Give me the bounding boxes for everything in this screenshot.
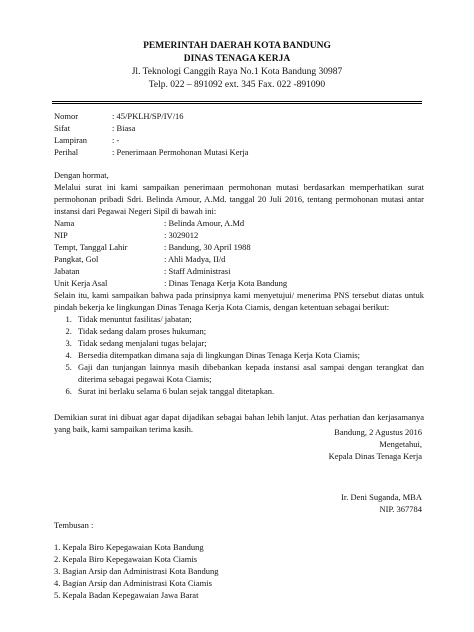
field-value: : Ahli Madya, II/d: [164, 254, 226, 264]
header-divider: [52, 101, 422, 102]
letter-meta: [54, 110, 248, 158]
requirement-item: 5. Gaji dan tunjangan lainnya masih dibebankan kepada instansi asal sampai dengan terangkat dan diterima sebagai pegawai Kota Ciamis;: [74, 361, 424, 385]
meta-label: Lampiran: [54, 135, 88, 145]
field-row: [54, 229, 424, 241]
meta-row-attachment: [54, 134, 248, 146]
requirement-item: 1. Tidak menuntut fasilitas/ jabatan;: [74, 313, 424, 325]
cc-item: 2. Kepala Biro Kepegawaian Kota Ciamis: [54, 554, 198, 564]
header-divider-thin: [52, 103, 422, 104]
field-value: : Bandung, 30 April 1988: [164, 242, 251, 252]
signer-nip: NIP. 367784: [379, 504, 422, 514]
field-row: [54, 241, 424, 253]
field-row: [54, 253, 424, 265]
cc-item: 1. Kepala Biro Kepegawaian Kota Bandung: [54, 542, 204, 552]
field-label: Tempt, Tanggal Lahir: [54, 242, 128, 252]
requirements-list: [54, 313, 424, 397]
cc-title: Tembusan :: [54, 520, 94, 530]
field-value: : Dinas Tenaga Kerja Kota Bandung: [164, 278, 288, 288]
meta-value: : -: [112, 135, 120, 145]
meta-row-nature: [54, 122, 248, 134]
closing-paragraph: Demikian surat ini dibuat agar dapat dijadikan sebagai bahan lebih lanjut. Atas perhatian dan kerjasamanya yang baik, kami sampaikan terima kasih.: [54, 412, 424, 434]
salutation: Dengan hormat,: [54, 170, 109, 180]
meta-row-subject: [54, 146, 248, 158]
letterhead-department: DINAS TENAGA KERJA: [183, 54, 291, 64]
cc-item: 4. Bagian Arsip dan Administrasi Kota Ciamis: [54, 578, 212, 588]
field-value: : Belinda Amour, A.Md: [164, 218, 245, 228]
meta-value: : 45/PKLH/SP/IV/16: [112, 111, 184, 121]
signer-position: Kepala Dinas Tenaga Kerja: [328, 451, 422, 461]
cc-item: 3. Bagian Arsip dan Administrasi Kota Bandung: [54, 566, 219, 576]
meta-value: : Biasa: [112, 123, 136, 133]
intro-paragraph: Melalui surat ini kami sampaikan penerimaan permohonan mutasi berdasarkan memperhatikan surat permohonan pribadi Sdri. Belinda Amour, A.Md. tanggal 20 Juli 2016, tentang permohonan mutasi antar instansi dari Pegawai Negeri Sipil di bawah ini:: [54, 182, 424, 216]
meta-value: : Penerimaan Permohonan Mutasi Kerja: [112, 147, 249, 157]
requirement-item: 2. Tidak sedang dalam proses hukuman;: [74, 325, 424, 337]
field-row: [54, 265, 424, 277]
field-value: : 3029012: [164, 230, 199, 240]
field-label: Unit Kerja Asal: [54, 278, 108, 288]
cc-item: 5. Kepala Badan Kepegawaian Jawa Barat: [54, 590, 199, 600]
signature-space: [329, 462, 422, 491]
signer-name: Ir. Deni Suganda, MBA: [341, 492, 422, 502]
place-date: Bandung, 2 Agustus 2016: [334, 427, 422, 437]
acknowledged-label: Mengetahui,: [379, 439, 422, 449]
letterhead-address: Jl. Teknologi Canggih Raya No.1 Kota Bandung 30987: [131, 67, 343, 77]
signature-block: [329, 426, 422, 515]
field-label: Pangkat, Gol: [54, 254, 99, 264]
letter-body: [54, 169, 424, 435]
field-row: [54, 277, 424, 289]
requirement-item: 4. Bersedia ditempatkan dimana saja di lingkungan Dinas Tenaga Kerja Kota Ciamis;: [74, 349, 424, 361]
requirement-item: 3. Tidak sedang menjalani tugas belajar;: [74, 337, 424, 349]
requirement-item: 6. Surat ini berlaku selama 6 bulan sejak tanggal ditetapkan.: [74, 385, 424, 397]
meta-label: Nomor: [54, 111, 79, 121]
meta-row-number: [54, 110, 248, 122]
employee-fields: [54, 217, 424, 289]
letterhead: [0, 40, 474, 91]
field-row: [54, 217, 424, 229]
field-label: Jabatan: [54, 266, 80, 276]
field-label: NIP: [54, 230, 68, 240]
approval-paragraph: Selain itu, kami sampaikan bahwa pada prinsipnya kami menyetujui/ menerima PNS tersebut diatas untuk pindah bekerja ke lingkungan Dinas Tenaga Kerja Kota Ciamis, dengan ketentuan sebagai berikut:: [54, 290, 424, 312]
meta-label: Perihal: [54, 147, 79, 157]
letterhead-contact: Telp. 022 – 891092 ext. 345 Fax. 022 -891090: [148, 79, 326, 90]
cc-block: [54, 519, 219, 601]
field-label: Nama: [54, 218, 75, 228]
letterhead-government: PEMERINTAH DAERAH KOTA BANDUNG: [143, 41, 331, 51]
meta-label: Sifat: [54, 123, 71, 133]
field-value: : Staff Administrasi: [164, 266, 231, 276]
cc-gap: [54, 531, 219, 541]
